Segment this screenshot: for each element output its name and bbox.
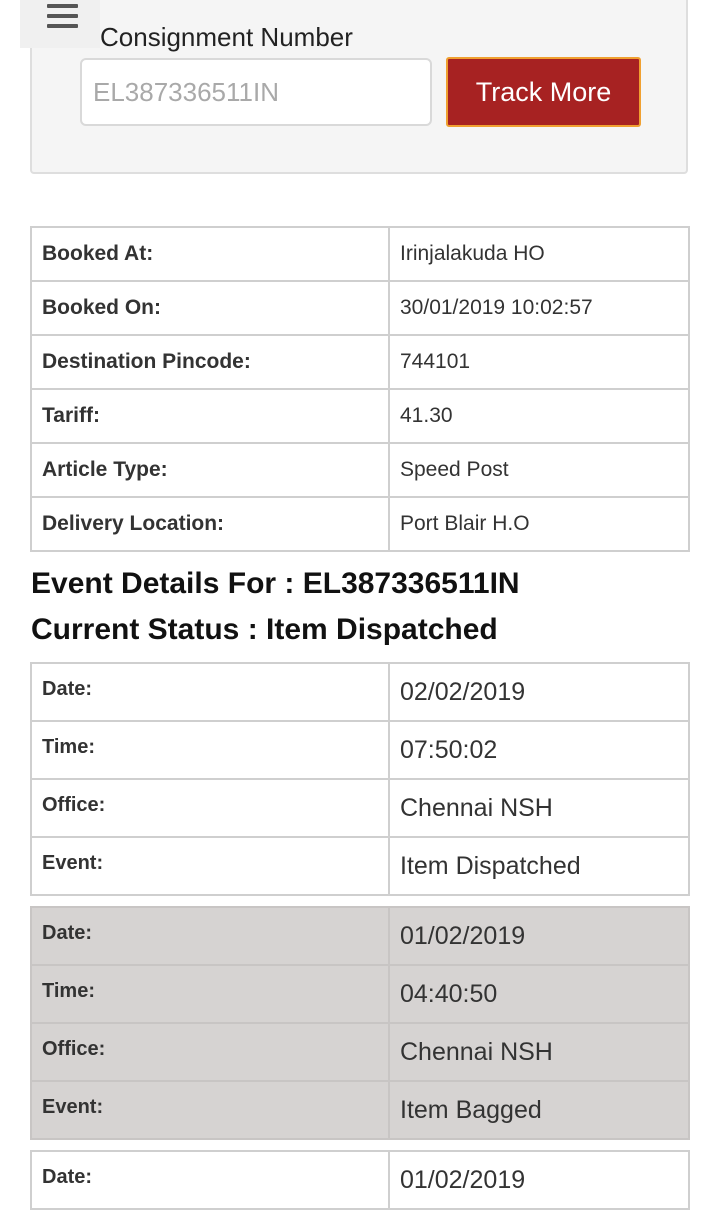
booked-at-value: Irinjalakuda HO	[389, 227, 689, 281]
event-time-label: Time:	[31, 721, 389, 779]
event-name-value: Item Dispatched	[389, 837, 689, 895]
hamburger-menu-button[interactable]	[20, 0, 100, 48]
current-status-heading: Current Status : Item Dispatched	[31, 613, 498, 646]
event-date-label: Date:	[31, 1151, 389, 1209]
event-row-date	[31, 1151, 689, 1209]
booked-on-label: Booked On:	[31, 281, 389, 335]
event-row-office	[31, 779, 689, 837]
event-date-label: Date:	[31, 907, 389, 965]
event-office-label: Office:	[31, 779, 389, 837]
event-date-value: 02/02/2019	[389, 663, 689, 721]
booking-row-tariff	[31, 389, 689, 443]
consignment-number-label: Consignment Number	[100, 22, 353, 52]
event-table	[30, 906, 690, 1140]
booked-on-value: 30/01/2019 10:02:57	[389, 281, 689, 335]
event-date-value: 01/02/2019	[389, 1151, 689, 1209]
event-row-time	[31, 965, 689, 1023]
track-more-button[interactable]: Track More	[446, 57, 641, 127]
destination-pincode-value: 744101	[389, 335, 689, 389]
event-details-heading: Event Details For : EL387336511IN	[31, 567, 520, 600]
event-office-value: Chennai NSH	[389, 779, 689, 837]
event-time-value: 07:50:02	[389, 721, 689, 779]
article-type-value: Speed Post	[389, 443, 689, 497]
event-time-value: 04:40:50	[389, 965, 689, 1023]
article-type-label: Article Type:	[31, 443, 389, 497]
destination-pincode-label: Destination Pincode:	[31, 335, 389, 389]
event-row-event	[31, 837, 689, 895]
delivery-location-label: Delivery Location:	[31, 497, 389, 551]
booking-row-delivery-location	[31, 497, 689, 551]
event-row-office	[31, 1023, 689, 1081]
event-office-value: Chennai NSH	[389, 1023, 689, 1081]
event-date-value: 01/02/2019	[389, 907, 689, 965]
booked-at-label: Booked At:	[31, 227, 389, 281]
delivery-location-value: Port Blair H.O	[389, 497, 689, 551]
event-name-value: Item Bagged	[389, 1081, 689, 1139]
booking-row-article-type	[31, 443, 689, 497]
event-time-label: Time:	[31, 965, 389, 1023]
menu-icon-bar	[47, 14, 78, 18]
event-date-label: Date:	[31, 663, 389, 721]
menu-icon-bar	[47, 24, 78, 28]
tariff-label: Tariff:	[31, 389, 389, 443]
event-table	[30, 1150, 690, 1210]
tariff-value: 41.30	[389, 389, 689, 443]
menu-icon	[47, 4, 78, 8]
event-name-label: Event:	[31, 1081, 389, 1139]
event-table	[30, 662, 690, 896]
event-row-time	[31, 721, 689, 779]
event-row-event	[31, 1081, 689, 1139]
consignment-number-input[interactable]	[80, 58, 432, 126]
event-row-date	[31, 907, 689, 965]
booking-row-booked-at	[31, 227, 689, 281]
booking-row-destination-pincode	[31, 335, 689, 389]
booking-row-booked-on	[31, 281, 689, 335]
booking-details-table	[30, 226, 690, 552]
event-office-label: Office:	[31, 1023, 389, 1081]
event-row-date	[31, 663, 689, 721]
event-name-label: Event:	[31, 837, 389, 895]
